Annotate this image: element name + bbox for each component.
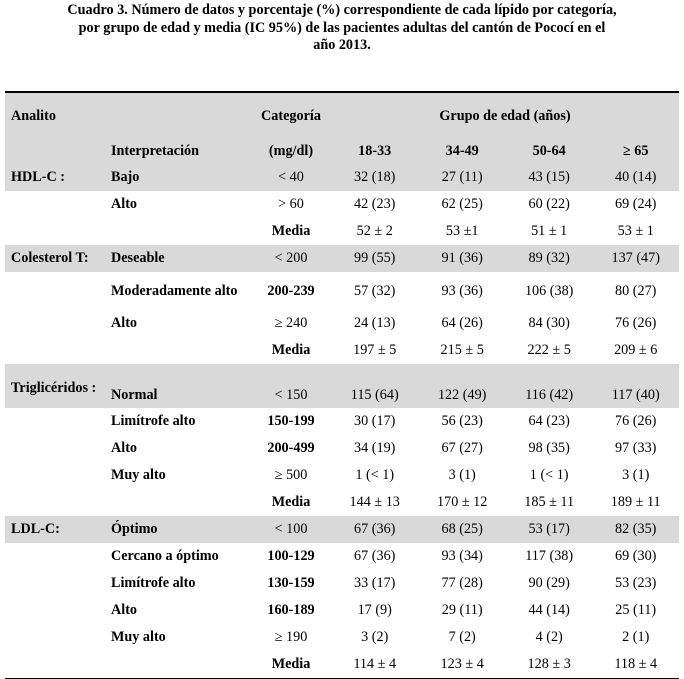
category-cell: < 40 [251,164,331,191]
value-cell-age-4: 53 ± 1 [617,223,654,239]
value-cell-age-4: 69 (30) [615,548,657,564]
category-cell: < 200 [251,245,331,272]
category-cell: Media [271,656,311,672]
value-cell-age-1: 144 ± 13 [349,494,400,510]
interpretation-cell: Alto [111,602,138,618]
value-cell-age-1: 33 (17) [354,575,396,591]
table-row [5,191,679,218]
value-cell-age-4: 76 (26) [615,315,657,331]
analyte-cell [5,624,111,651]
table-row [5,164,679,191]
table-row [5,543,679,570]
analyte-cell: HDL-C : [5,164,111,191]
caption-line-1: Cuadro 3. Número de datos y porcentaje (%) correspondiente de cada lípido por categoría, [67,2,617,18]
value-cell-age-1: 42 (23) [354,196,396,212]
interpretation-cell: Alto [111,315,138,331]
category-cell: Media [271,494,311,510]
analyte-cell [5,272,111,310]
caption-line-3: año 2013. [313,37,371,53]
value-cell-age-3: 117 (38) [525,548,574,564]
category-cell: 130-159 [267,575,315,591]
value-cell-age-2: 77 (28) [441,575,483,591]
value-cell-age-3: 4 (2) [535,629,563,645]
value-cell-age-3: 98 (35) [528,440,570,456]
header-age-1: 18-33 [331,139,418,164]
interpretation-cell: Muy alto [111,467,166,483]
value-cell-age-3: 84 (30) [528,315,570,331]
interpretation-cell: Limítrofe alto [111,575,196,591]
analyte-cell [5,310,111,337]
analyte-cell: Colesterol T: [5,245,111,272]
value-cell-age-3: 53 (17) [506,516,593,543]
analyte-cell: Triglicéridos : [5,364,111,408]
value-cell-age-4: 53 (23) [615,575,657,591]
value-cell-age-1: 57 (32) [354,282,396,299]
interpretation-cell: Deseable [111,245,251,272]
header-age-4: ≥ 65 [592,139,679,164]
value-cell-age-1: 24 (13) [354,315,396,331]
table-row [5,570,679,597]
value-cell-age-4: 76 (26) [615,413,657,429]
value-cell-age-1: 52 ± 2 [356,223,393,239]
category-cell: 200-239 [267,282,315,299]
header-interpretacion: Interpretación [111,139,251,164]
analyte-cell [5,337,111,364]
interpretation-cell [111,651,251,679]
category-cell: 100-129 [267,548,315,564]
table-row [5,245,679,272]
value-cell-age-3: 60 (22) [528,196,570,212]
interpretation-cell: Alto [111,440,138,456]
value-cell-age-2: 93 (34) [441,548,483,564]
analyte-cell: LDL-C: [5,516,111,543]
interpretation-cell: Moderadamente alto [111,283,238,299]
analyte-cell [5,651,111,679]
table-row [5,489,679,516]
value-cell-age-3: 44 (14) [528,602,570,618]
table-row [5,435,679,462]
value-cell-age-4: 40 (14) [592,164,679,191]
value-cell-age-4: 97 (33) [615,440,657,456]
table-row [5,337,679,364]
value-cell-age-1: 1 (< 1) [355,467,395,483]
category-cell: < 150 [251,364,331,408]
caption-line-2: por grupo de edad y media (IC 95%) de las pacientes adultas del cantón de Pococí en el [78,19,606,36]
value-cell-age-2: 27 (11) [418,164,505,191]
category-cell: 150-199 [267,413,315,429]
category-cell: 200-499 [267,440,315,456]
value-cell-age-2: 53 ±1 [445,223,479,239]
table-row [5,272,679,310]
value-cell-age-2: 56 (23) [441,413,483,429]
category-cell: < 100 [251,516,331,543]
value-cell-age-3: 185 ± 11 [524,494,575,510]
value-cell-age-4: 209 ± 6 [614,342,658,358]
value-cell-age-1: 3 (2) [361,629,389,645]
category-cell: Media [271,223,311,239]
value-cell-age-3: 90 (29) [528,575,570,591]
table-row [5,218,679,245]
value-cell-age-4: 189 ± 11 [610,494,661,510]
lipid-table [5,91,679,679]
value-cell-age-4: 137 (47) [592,245,679,272]
value-cell-age-3: 64 (23) [528,413,570,429]
value-cell-age-3: 116 (42) [506,364,593,408]
value-cell-age-2: 122 (49) [418,364,505,408]
value-cell-age-4: 3 (1) [622,467,650,483]
value-cell-age-1: 17 (9) [357,602,392,618]
value-cell-age-2: 3 (1) [448,467,476,483]
analyte-cell [5,570,111,597]
value-cell-age-1: 197 ± 5 [353,342,397,358]
value-cell-age-2: 215 ± 5 [440,342,484,358]
table-body [5,164,679,679]
category-cell: Media [271,342,311,358]
value-cell-age-1: 114 ± 4 [353,656,397,672]
header-row-2 [5,139,679,164]
table-row [5,408,679,435]
category-cell: ≥ 190 [274,629,308,645]
table-row [5,364,679,408]
table-row [5,651,679,679]
analyte-cell [5,408,111,435]
value-cell-age-4: 82 (35) [592,516,679,543]
interpretation-cell: Óptimo [111,516,251,543]
header-unidad: (mg/dl) [251,139,331,164]
value-cell-age-4: 2 (1) [622,629,650,645]
value-cell-age-1: 67 (36) [354,548,396,564]
interpretation-cell [111,218,251,245]
value-cell-age-3: 89 (32) [506,245,593,272]
analyte-cell [5,435,111,462]
value-cell-age-1: 99 (55) [331,245,418,272]
table-row [5,597,679,624]
category-cell: ≥ 500 [274,467,308,483]
value-cell-age-2: 62 (25) [441,196,483,212]
interpretation-cell [111,489,251,516]
table-row [5,516,679,543]
interpretation-cell: Limítrofe alto [111,413,196,429]
category-cell: 160-189 [267,602,315,618]
value-cell-age-4: 80 (27) [615,282,657,299]
header-grupo-edad: Grupo de edad (años) [331,92,679,139]
analyte-cell [5,543,111,570]
value-cell-age-2: 123 ± 4 [440,656,484,672]
value-cell-age-2: 64 (26) [441,315,483,331]
analyte-cell [5,191,111,218]
value-cell-age-1: 34 (19) [354,440,396,456]
value-cell-age-1: 115 (64) [331,364,418,408]
value-cell-age-4: 118 ± 4 [614,656,658,672]
header-categoria: Categoría [251,92,331,139]
value-cell-age-3: 43 (15) [506,164,593,191]
value-cell-age-3: 128 ± 3 [527,656,571,672]
value-cell-age-1: 32 (18) [331,164,418,191]
interpretation-cell: Cercano a óptimo [111,548,219,564]
analyte-cell [5,489,111,516]
interpretation-cell: Muy alto [111,629,166,645]
analyte-cell [5,218,111,245]
value-cell-age-2: 170 ± 12 [437,494,488,510]
value-cell-age-3: 1 (< 1) [529,467,569,483]
value-cell-age-2: 29 (11) [441,602,483,618]
table-row [5,310,679,337]
header-row-1 [5,92,679,139]
table-row [5,624,679,651]
value-cell-age-3: 51 ± 1 [531,223,568,239]
value-cell-age-2: 91 (36) [418,245,505,272]
value-cell-age-4: 69 (24) [615,196,657,212]
header-analito: Analito [5,92,111,139]
analyte-cell [5,462,111,489]
category-cell: > 60 [278,196,304,212]
interpretation-cell: Bajo [111,164,251,191]
interpretation-cell: Normal [111,364,251,408]
analyte-cell [5,597,111,624]
value-cell-age-3: 106 (38) [524,282,574,299]
value-cell-age-3: 222 ± 5 [527,342,571,358]
value-cell-age-2: 68 (25) [418,516,505,543]
value-cell-age-4: 117 (40) [592,364,679,408]
header-age-3: 50-64 [506,139,593,164]
value-cell-age-2: 93 (36) [441,282,483,299]
table-caption [0,2,684,55]
value-cell-age-4: 25 (11) [615,602,657,618]
value-cell-age-1: 67 (36) [331,516,418,543]
interpretation-cell [111,337,251,364]
value-cell-age-2: 7 (2) [448,629,476,645]
table-row [5,462,679,489]
header-age-2: 34-49 [418,139,505,164]
interpretation-cell: Alto [111,196,138,212]
value-cell-age-1: 30 (17) [354,413,396,429]
value-cell-age-2: 67 (27) [441,440,483,456]
category-cell: ≥ 240 [274,315,308,331]
